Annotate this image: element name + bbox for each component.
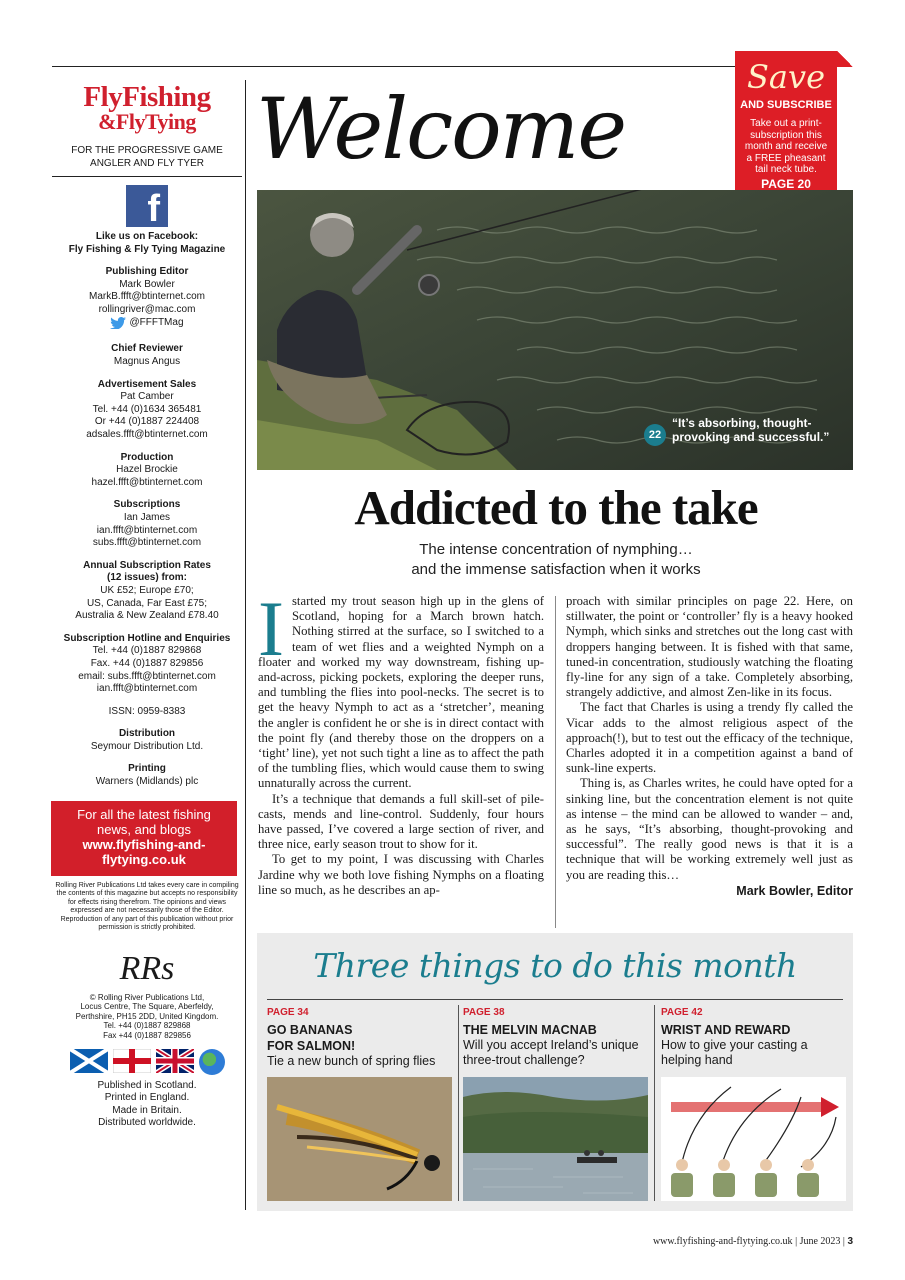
drop-cap: I <box>258 585 284 672</box>
article-paragraph: It’s a technique that demands a full skill-set of pile-casts, mends and line-control. Suddenly, four hours have passed, I’ve covered a large section of river, and three nice, early season trout to show for it. <box>258 791 544 852</box>
scotland-flag-icon <box>70 1049 108 1073</box>
globe-icon <box>199 1049 225 1075</box>
union-flag-icon <box>156 1049 194 1073</box>
three-things-title: Three things to do this month <box>313 946 797 985</box>
item-title-line2: FOR SALMON! <box>267 1039 356 1053</box>
role-label: Advertisement Sales <box>97 378 197 390</box>
feature-item-melvin-macnab[interactable] <box>463 1007 643 1068</box>
rates-subheading: (12 issues) from: <box>106 572 188 584</box>
logo-flyfishing: FlyFishing <box>83 81 211 113</box>
subscription-rates-block <box>52 560 242 623</box>
salmon-fly-photo <box>267 1077 452 1201</box>
promo-text: For all the latest fishing news, and blogs <box>77 806 211 837</box>
email-link[interactable]: adsales.ffft@btinternet.com <box>86 429 208 441</box>
three-things-panel <box>257 933 853 1211</box>
role-label: Printing <box>128 763 166 775</box>
hotline-block <box>52 633 242 696</box>
facebook-heading: Like us on Facebook: <box>95 231 199 242</box>
company-name: Warners (Midlands) plc <box>95 776 199 788</box>
tagline: FOR THE PROGRESSIVE GAME ANGLER AND FLY TYER <box>52 144 242 177</box>
email-link[interactable]: hazel.ffft@btinternet.com <box>91 476 203 488</box>
standfirst-line: The intense concentration of nymphing… <box>419 541 693 558</box>
person-name: Mark Bowler <box>119 278 175 290</box>
item-description: How to give your casting a helping hand <box>661 1038 808 1067</box>
article-paragraph: The fact that Charles is using a trendy fly called the Vicar adds to the almost religious aspect of the approach(!), but to test out the efficacy of the technique, Charles adopted it in a competition against a band of sunk-line experts. <box>566 700 853 776</box>
role-label: Subscriptions <box>113 499 181 511</box>
facebook-icon[interactable]: f <box>126 185 168 227</box>
company-name: Seymour Distribution Ltd. <box>90 740 204 752</box>
item-page-ref: PAGE 34 <box>267 1007 309 1018</box>
printing-block <box>52 763 242 788</box>
published-line: Published in Scotland. <box>97 1079 197 1091</box>
chief-reviewer-block <box>52 343 242 368</box>
welcome-heading: Welcome <box>256 80 626 178</box>
email-link[interactable]: subs.ffft@btinternet.com <box>92 537 202 549</box>
rate-line: US, Canada, Far East £75; <box>86 597 208 609</box>
advertisement-block <box>52 379 242 442</box>
facebook-page-name[interactable]: Fly Fishing & Fly Tying Magazine <box>68 243 226 255</box>
published-info <box>52 1080 242 1130</box>
role-label: Publishing Editor <box>105 266 189 278</box>
email-link[interactable]: ian.ffft@btinternet.com <box>96 683 198 695</box>
item-title: THE MELVIN MACNAB <box>463 1023 597 1037</box>
role-label: Production <box>120 451 174 463</box>
publishing-editor-block <box>52 266 242 333</box>
twitter-handle[interactable] <box>110 317 183 330</box>
standfirst-line: and the immense satisfaction when it works <box>411 561 701 578</box>
casting-illustration <box>661 1077 846 1201</box>
distribution-block <box>52 728 242 753</box>
twitter-handle-text: @FFFTMag <box>129 316 184 328</box>
sidebar-divider <box>245 80 246 1210</box>
twitter-icon <box>110 317 126 329</box>
item-title: GO BANANAS <box>267 1023 353 1037</box>
email-link[interactable]: MarkB.ffft@btinternet.com <box>89 291 205 303</box>
phone-number: Tel. +44 (0)1887 829868 <box>92 645 202 657</box>
article-column-1 <box>258 585 544 898</box>
phone-number: Or +44 (0)1887 224408 <box>94 416 200 428</box>
feature-item-wrist-reward[interactable] <box>661 1007 841 1068</box>
hotline-heading: Subscription Hotline and Enquiries <box>63 632 231 644</box>
column-divider <box>555 596 556 928</box>
published-line: Printed in England. <box>104 1092 190 1104</box>
email-link[interactable]: ian.ffft@btinternet.com <box>96 524 198 536</box>
photo-caption: “It’s absorbing, thought-provoking and successful.” <box>672 416 830 444</box>
role-label: Distribution <box>118 728 176 740</box>
article-headline: Addicted to the take <box>354 480 758 535</box>
person-name: Ian James <box>123 511 171 523</box>
masthead-sidebar <box>52 80 242 1130</box>
lough-melvin-photo <box>463 1077 648 1201</box>
rates-heading: Annual Subscription Rates <box>83 559 211 571</box>
article-paragraph: Thing is, as Charles writes, he could have opted for a sinking line, but the concentration element is not quite as intense – the mind can be allowed to wander – and, as he says, “It’s absorbing, thought-provoking and successful”. The really good news is that it is a technique that will be working extremely well just as you are reading this… <box>566 776 853 882</box>
rolling-river-logo: RRs <box>119 949 175 987</box>
article-byline: Mark Bowler, Editor <box>736 883 853 898</box>
page-footer: www.flyfishing-and-flytying.co.uk | June 2023 | 3 <box>652 1236 853 1247</box>
website-promo[interactable] <box>51 801 237 876</box>
logo-flytying: &FlyTying <box>98 109 196 134</box>
address-line: Perthshire, PH15 2DD, United Kingdom. <box>75 1011 219 1021</box>
footer-url[interactable]: www.flyfishing-and-flytying.co.uk <box>652 1236 793 1247</box>
person-name: Magnus Angus <box>113 356 181 368</box>
item-description: Will you accept Ireland’s unique three-trout challenge? <box>463 1038 639 1067</box>
article-paragraph: proach with similar principles on page 22. Here, on stillwater, the point or ‘controller’ fly is a heavy hooked Nymph, which sinks and stretches out the long cast with droppers hanging between. It is fished with that same, tuned-in concentration, studiously watching the floating fly-line for any sign of a take. Completely absorbing, strangely addictive, and almost Zen-like in its focus. <box>566 594 853 700</box>
banner-fold <box>837 51 853 67</box>
address-line: Fax +44 (0)1887 829856 <box>103 1031 191 1041</box>
published-line: Distributed worldwide. <box>98 1117 196 1129</box>
phone-number: Tel. +44 (0)1634 365481 <box>92 403 202 415</box>
email-link[interactable]: rollingriver@mac.com <box>98 303 196 315</box>
panel-rule <box>267 999 843 1000</box>
article-column-2 <box>566 594 853 899</box>
top-rule <box>52 66 852 67</box>
person-name: Pat Camber <box>120 391 174 403</box>
article-standfirst <box>258 540 854 580</box>
production-block <box>52 452 242 490</box>
rate-line: UK £52; Europe £70; <box>100 584 194 596</box>
save-title: Save <box>746 58 825 96</box>
item-divider <box>654 1005 655 1201</box>
save-body: Take out a print-subscription this month and receive a FREE pheasant tail neck tube. <box>744 118 828 175</box>
issn: ISSN: 0959-8383 <box>108 705 186 717</box>
address-line: © Rolling River Publications Ltd, <box>89 992 205 1002</box>
england-flag-icon <box>113 1049 151 1073</box>
email-link[interactable]: email: subs.ffft@btinternet.com <box>78 670 216 682</box>
page-number: 3 <box>847 1236 853 1247</box>
subscriptions-block <box>52 499 242 549</box>
website-link[interactable]: www.flyfishing-and- <box>82 836 206 852</box>
address-line: Locus Centre, The Square, Aberfeldy, <box>80 1002 214 1012</box>
address-line: Tel. +44 (0)1887 829868 <box>103 1021 191 1031</box>
role-label: Chief Reviewer <box>111 343 183 355</box>
rate-line: Australia & New Zealand £78.40 <box>75 610 219 622</box>
item-description: Tie a new bunch of spring flies <box>267 1054 436 1068</box>
save-page-ref: PAGE 20 <box>761 176 811 191</box>
footer-issue: June 2023 <box>799 1236 841 1247</box>
save-subtitle: AND SUBSCRIBE <box>740 99 832 111</box>
article-paragraph: started my trout season high up in the glens of Scotland, hoping for a March brown hatch. Nothing stirred at the surface, so I switched to a team of wet flies and a weighted Nymph on a floater and worked my way downstream, fishing up-and-across, picking pockets, exploring the deeper runs, and tumbling the flies into pool-necks. The secret is to get the heavy Nymph to act as a ‘stretcher’, meaning the angler is confident he or she is in direct contact with the point fly (and thereby those on the droppers on a ‘tight’ line), yet not such tight a line as to affect the path of the tumbling flies, which would cause them to swing unnaturally across the current. <box>258 594 544 791</box>
legal-disclaimer: Rolling River Publications Ltd takes every care in compiling the contents of this magazine but accepts no responsibility for effects rising therefrom. The opinions and views expressed are not necessarily those of the Editor. Reproduction of any part of this publication without prior permission is strictly prohibited. <box>55 881 239 932</box>
flags-row <box>52 1049 242 1075</box>
item-page-ref: PAGE 38 <box>463 1007 505 1018</box>
item-title: WRIST AND REWARD <box>661 1023 791 1037</box>
fax-number: Fax. +44 (0)1887 829856 <box>90 657 204 669</box>
person-name: Hazel Brockie <box>116 464 178 476</box>
caption-page-badge[interactable]: 22 <box>644 424 666 446</box>
item-divider <box>458 1005 459 1201</box>
item-page-ref: PAGE 42 <box>661 1007 703 1018</box>
website-link[interactable]: flytying.co.uk <box>102 851 186 867</box>
feature-item-bananas[interactable] <box>267 1007 447 1069</box>
article-paragraph: To get to my point, I was discussing with Charles Jardine why we both love fishing Nymphs on a floating line so much, as he describes an ap- <box>258 852 544 897</box>
publisher-address <box>52 993 242 1041</box>
published-line: Made in Britain. <box>112 1104 182 1116</box>
